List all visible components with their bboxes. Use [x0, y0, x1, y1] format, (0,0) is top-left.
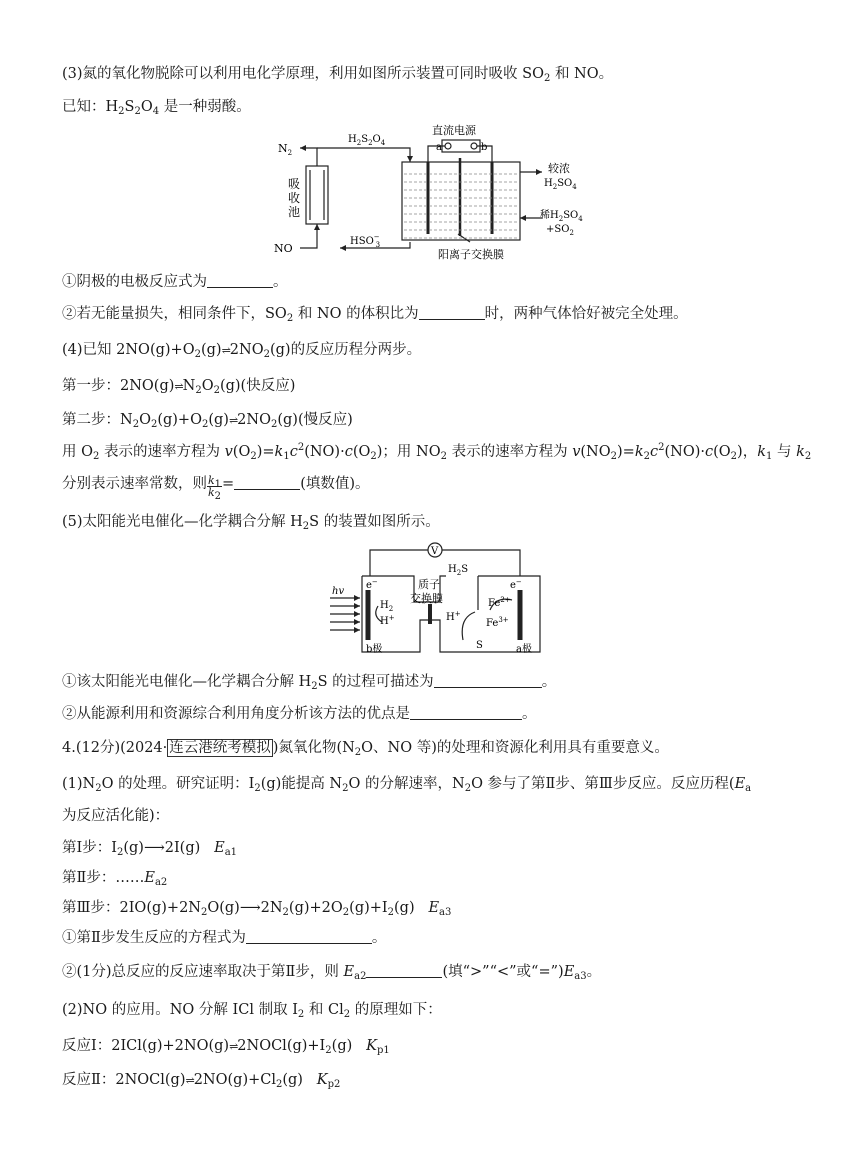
a-pole-label: a极	[516, 644, 532, 655]
q3-intro: (3)氮的氧化物脱除可以利用电化学原理，利用如图所示装置可同时吸收 $SO_2$ 和 NO。	[62, 66, 614, 84]
q3-item-2: ②若无能量损失，相同条件下，$SO_2$ 和 NO 的体积比为 时，两种气体恰好被完全处理。	[62, 306, 688, 324]
answer-blank[interactable]	[419, 305, 485, 320]
p4-q2: ②(1分)总反应的反应速率取决于第Ⅱ步，则 $E_{a2}$ (填“>”“<”或“$=”)E_{a3}$。	[62, 964, 602, 982]
no-label: NO	[274, 242, 293, 255]
step-1: 第一步：$2NO(g)\rightleftharpoons N_2O_2(g)$(快反应)	[62, 378, 296, 396]
h2s2o4-label: $H_2S_2O_4$	[348, 134, 386, 147]
n2-label: $N_2$	[278, 142, 293, 157]
step-2: 第二步：$N_2O_2(g)+O_2(g)\rightleftharpoons 2NO_2(g)$(慢反应)	[62, 412, 353, 430]
absorb-char-3: 池	[288, 205, 301, 219]
hydrogen-label: $H_2$	[380, 600, 394, 613]
answer-blank[interactable]	[234, 475, 300, 490]
concentrated-h2so4-formula: $H_2SO_4$	[544, 178, 577, 191]
fe2-label: $Fe^{2+}$	[488, 596, 511, 609]
answer-blank[interactable]	[410, 705, 522, 720]
proton-membrane-label-2: 交换膜	[410, 592, 443, 605]
sulfur-label: S	[476, 640, 483, 651]
answer-blank[interactable]	[366, 963, 442, 978]
electrode-b-label: b	[481, 142, 488, 153]
mech-step-1: 第Ⅰ步：$I_2(g)⟶2I(g)$ $E_{a1}$	[62, 840, 238, 858]
q5-intro: (5)太阳能光电催化—化学耦合分解 $H_2S$ 的装置如图所示。	[62, 514, 440, 532]
problem-4-title: 4.(12分)(2024· 连云港统考模拟 )氮氧化物($N_2O$、NO 等)的处理和资源化利用具有重要意义。	[62, 740, 669, 758]
concentrated-h2so4-label: 较浓	[548, 162, 570, 175]
h2s-label: $H_2S$	[448, 564, 469, 577]
source-tag: 连云港统考模拟	[169, 740, 271, 756]
hso3-label: HSO− 3	[350, 233, 381, 249]
fe3-label: $Fe^{3+}$	[486, 616, 509, 629]
proton-membrane-label-1: 质子	[418, 578, 440, 591]
rate-equation-line: 用 $O_2$ 表示的速率方程为 $v(O_2)=k_1c^2(NO)\cdot c(O_2)$；用 $NO_2$ 表示的速率方程为 $v(NO_2)=k_2c^2(NO)\cdot c(O_2)$，$k_1$ 与 $k_2$	[62, 442, 812, 462]
q5-item-1: ①该太阳能光电催化—化学耦合分解 $H_2S$ 的过程可描述为 。	[62, 674, 557, 692]
electron-left-label: e−	[366, 578, 378, 591]
reaction-2: 反应Ⅱ：$2NOCl(g)\rightleftharpoons 2NO(g)+Cl_2(g)$ $K_{p2}$	[62, 1072, 341, 1090]
answer-blank[interactable]	[246, 929, 372, 944]
electrolysis-diagram	[270, 122, 600, 262]
q3-item-1: ①阴极的电极反应式为 。	[62, 274, 288, 290]
dilute-h2so4-label: 稀$H_2SO_4$	[540, 210, 583, 223]
absorb-char-1: 吸	[288, 177, 301, 191]
mech-step-2: 第Ⅱ步：$\dots\dots E_{a2}$	[62, 870, 168, 888]
electron-right-label: e−	[510, 578, 522, 591]
q5-item-2: ②从能源利用和资源综合利用角度分析该方法的优点是 。	[62, 706, 537, 722]
b-pole-label: b极	[366, 644, 383, 655]
p4-q1: ①第Ⅱ步发生反应的方程式为 。	[62, 930, 387, 946]
photoelectrocatalysis-diagram	[330, 540, 560, 660]
p4-part-1: $(1)N_2O$ 的处理。研究证明：$I_2(g)$能提高 $N_2O$ 的分解速率，$N_2O$ 参与了第Ⅱ步、第Ⅲ步反应。反应历程($E_a$	[62, 776, 752, 794]
electrode-a-label: a	[436, 142, 442, 153]
rate-constant-line: 分别表示速率常数，则 $\frac{k_1}{k_2}$ = (填数值)。	[62, 474, 370, 502]
p4-part-2: (2)NO 的应用。NO 分解 ICl 制取 $I_2$ 和 $Cl_2$ 的原理如下：	[62, 1002, 442, 1020]
membrane-label: 阳离子交换膜	[438, 248, 504, 261]
p4-part-1-cont: 为反应活化能)：	[62, 808, 170, 824]
absorb-char-2: 收	[288, 191, 301, 205]
dc-power-label: 直流电源	[432, 124, 476, 137]
mech-step-3: 第Ⅲ步：$2IO(g)+2N_2O(g)⟶2N_2(g)+2O_2(g)+I_2(g)$ $E_{a3}$	[62, 900, 452, 918]
reaction-1: 反应Ⅰ：$2ICl(g)+2NO(g)\rightleftharpoons 2NOCl(g)+I_2(g)$ $K_{p1}$	[62, 1038, 390, 1056]
absorption-tower	[306, 166, 328, 224]
so2-inlet-label: $+SO_2$	[546, 224, 574, 237]
q4-intro: (4)已知 $2NO(g)+O_2(g)\rightleftharpoons 2NO_2(g)$的反应历程分两步。	[62, 342, 422, 360]
answer-blank[interactable]	[434, 673, 542, 688]
known-acid: 已知：$H_2S_2O_4$ 是一种弱酸。	[62, 99, 251, 117]
voltmeter-label: V	[431, 546, 439, 557]
answer-blank[interactable]	[207, 273, 273, 288]
proton-left-label: H+	[380, 614, 395, 627]
light-hv-label: hv	[332, 586, 345, 597]
proton-right-label: H+	[446, 610, 461, 623]
